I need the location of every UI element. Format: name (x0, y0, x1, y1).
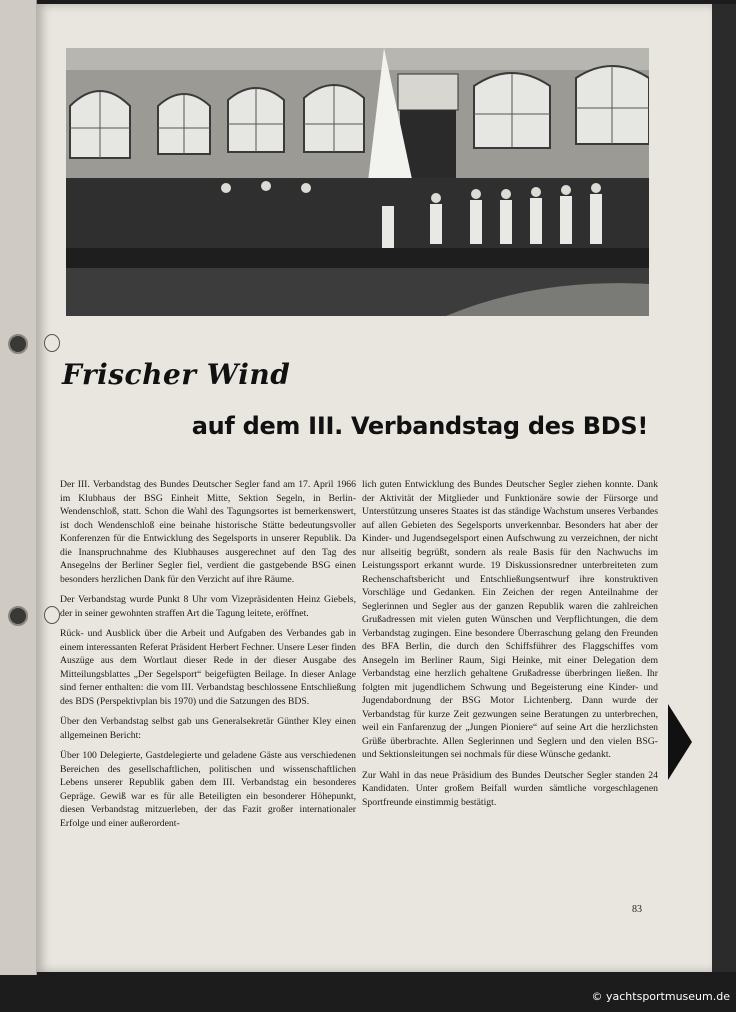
paragraph: Über 100 Delegierte, Gastdelegierte und geladene Gäste aus verschiedenen Bereichen des gesellschaftlichen, politischen und wissenschaftlichen Lebens unserer Republik gaben dem III. Verbandstag ein besonderes Gepräge. Gewiß war es für alle Beteiligten ein besonderer Höhepunkt, diesen Verbandstag mitzuerleben, der das Fazit großer internationaler Erfolge und einer außerordent- (60, 750, 356, 829)
binding-hole (8, 334, 28, 354)
paragraph: Der III. Verbandstag des Bundes Deutscher Segler fand am 17. April 1966 im Klubhaus der BSG Einheit Mitte, Sektion Segeln, in Berlin-Wendenschloß, statt. Schon die Wahl des Tagungsortes ist bemerkenswert, ist doch Wendenschloß eine beinahe historische Stätte bedeutungsvoller Konferenzen für die Entwicklung des Segelsports in unserer Republik. Da die Inanspruchnahme des Klubhauses ausgerechnet auf den Tag des Ansegelns der Berliner Segler fiel, verdient die gastgebende BSG einen besonders herzlichen Dank für den Verzicht auf ihre Räume. (60, 479, 356, 585)
page-number: 83 (632, 904, 642, 915)
paragraph: Der Verbandstag wurde Punkt 8 Uhr vom Vizepräsidenten Heinz Giebels, der in seiner gewohnten straffen Art die Tagung leitete, eröffnet. (60, 594, 356, 619)
paragraph: Rück- und Ausblick über die Arbeit und Aufgaben des Verbandes gab in einem interessanten Referat Präsident Herbert Fechner. Unsere Leser finden Auszüge aus dem Wortlaut dieser Rede in der dieser Ausgabe des Mitteilungsblattes „Der Segelsport“ beigefügten Beilage. In dieser Anlage sind ferner enthalten: die vom III. Verbandstag beschlossene Entschließung des BDS (Perspektivplan bis 1970) und die Satzungen des BDS. (60, 628, 356, 707)
paragraph: lich guten Entwicklung des Bundes Deutscher Segler ziehen konnte. Dank der Aktivität der Mitglieder und Funktionäre sowie der Fürsorge und Unterstützung unseres Staates ist das ständige Wachstum unseres Verbandes auf allen Gebieten des Segelsports unverkennbar. Besonders hat aber der Kinder- und Jugendsegelsport einen Aufschwung zu verzeichnen, der nicht nur allseitig begrüßt, sondern als reale Basis für den Nachwuchs im Leistungssport erkannt wurde. 19 Diskussionsredner unterbreiteten zum Rechenschaftsbericht und Entschließungsentwurf ihre konstruktiven Vorschläge und Gedanken. Ein Zeichen der regen Anteilnahme der Seglerinnen und Segler aus der ganzen Republik waren die zahlreichen Grußadressen mit vielen guten Wünschen und Verpflichtungen, die dem Verbandstag zugingen. Eine besondere Überraschung gelang den Freunden des BFA Berlin, die durch den Schiffsführer des Flaggschiffes vom Ansegeln im Berliner Raum, Sigi Heinke, mit einer Delegation dem Verbandstag eine herzlich gehaltene Grußadresse überbringen ließen. Ihr folgten mit jugendlichem Schwung und Begeisterung eine Kinder- und Jugendabordnung der BSG Motor Lichtenberg. Dann wurde der Verbandstag für kurze Zeit gezwungen seine Beratungen zu unterbrechen, weil ein Fanfarenzug der „Jungen Pioniere“ auf seine Art die herzlichsten Grüße überbrachte. Allen Seglerinnen und Seglern und den vielen BSG- und Sektionsleitungen sei nochmals für diese Wünsche gedankt. (362, 479, 658, 760)
article-title-script: Frischer Wind (62, 358, 291, 391)
text-column-right (362, 478, 658, 816)
article-title: auf dem III. Verbandstag des BDS! (191, 412, 648, 440)
arrow-right-icon (668, 704, 692, 780)
event-photo (66, 48, 649, 316)
punch-hole (44, 606, 60, 624)
paragraph: Zur Wahl in das neue Präsidium des Bundes Deutscher Segler standen 24 Kandidaten. Unter großem Beifall wurden sämtliche vorgeschlagenen Sportfreunde einstimmig bestätigt. (362, 769, 658, 808)
page-edge (712, 4, 736, 972)
magazine-page (36, 4, 712, 972)
clubhouse-photo-illustration (66, 48, 649, 316)
binding-hole (8, 606, 28, 626)
copyright-credit: © yachtsportmuseum.de (591, 990, 730, 1003)
punch-hole (44, 334, 60, 352)
text-column-left (60, 478, 356, 837)
book-spine (0, 0, 37, 975)
paragraph: Über den Verbandstag selbst gab uns Generalsekretär Günther Kley einen allgemeinen Bericht: (60, 716, 356, 741)
